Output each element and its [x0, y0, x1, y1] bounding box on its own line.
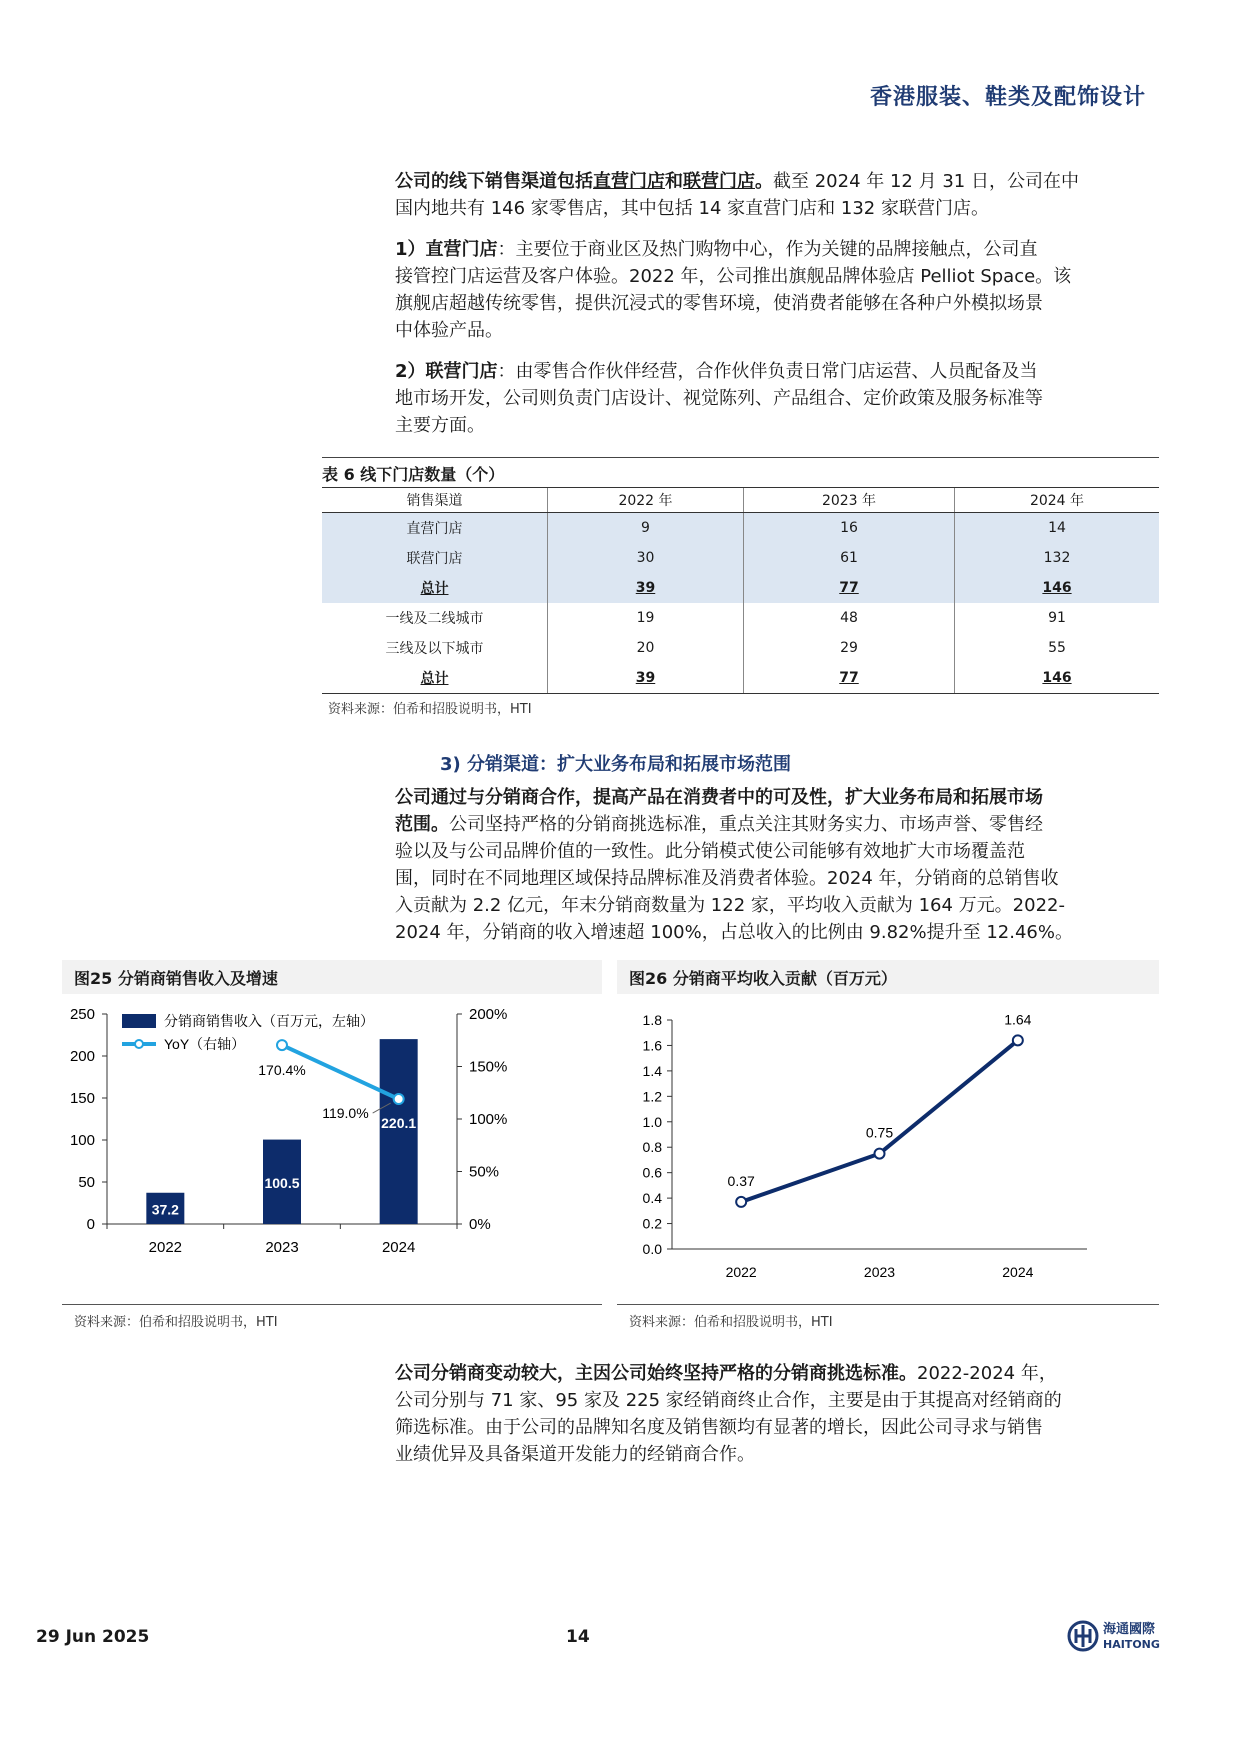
table-header-cell: 2022 年 — [548, 488, 744, 513]
table-cell: 48 — [744, 603, 955, 633]
table-cell: 132 — [955, 543, 1160, 573]
table-cell: 146 — [955, 663, 1160, 694]
table-cell: 77 — [744, 573, 955, 603]
bar-value-label: 37.2 — [151, 1201, 179, 1218]
paragraph-joint-stores — [395, 358, 1160, 439]
fig26-bottom-rule — [617, 1304, 1159, 1305]
para1-period: 。 — [755, 171, 773, 192]
table-header-row — [322, 488, 1159, 513]
table-cell: 总计 — [322, 573, 548, 603]
y-tick-label: 0.4 — [642, 1190, 662, 1207]
fig26-title: 图26 分销商平均收入贡献（百万元） — [629, 969, 897, 988]
table-cell: 91 — [955, 603, 1160, 633]
para3-line3: 主要方面。 — [395, 415, 485, 436]
x-tick-label: 2023 — [863, 1264, 896, 1280]
para5-line4: 业绩优异及具备渠道开发能力的经销商合作。 — [395, 1444, 755, 1465]
yoy-label: 119.0% — [322, 1105, 369, 1122]
y-tick-label: 0.6 — [642, 1164, 662, 1181]
para3-line1: ：由零售合作伙伴经营，合作伙伴负责日常门店运营、人员配备及当 — [497, 361, 1038, 382]
y-tick-label: 1.8 — [642, 1012, 662, 1028]
data-point — [875, 1149, 885, 1159]
para3-lead: 2）联营门店 — [395, 361, 498, 382]
paragraph-distributor-changes — [395, 1360, 1160, 1468]
fig25-source: 资料来源：伯希和招股说明书，HTI — [74, 1315, 278, 1330]
legend-line-marker — [135, 1040, 143, 1048]
y-tick-label: 0 — [86, 1216, 95, 1233]
paragraph-offline-channels — [395, 168, 1160, 222]
para1-lead: 公司的线下销售渠道包括 — [395, 171, 593, 192]
fig25-bottom-rule — [62, 1304, 602, 1305]
para2-line3: 旗舰店超越传统零售，提供沉浸式的零售环境，使消费者能够在各种户外模拟场景 — [395, 293, 1043, 314]
y-tick-label: 50 — [78, 1174, 95, 1191]
table6-source: 资料来源：伯希和招股说明书，HTI — [328, 702, 532, 717]
x-tick-label: 2022 — [725, 1264, 757, 1280]
table-cell: 联营门店 — [322, 543, 548, 573]
table-cell: 19 — [548, 603, 744, 633]
para1-direct-stores: 直营门店 — [593, 171, 665, 192]
bar-value-label: 220.1 — [381, 1114, 417, 1131]
para5-line1: 2022-2024 年， — [917, 1363, 1057, 1384]
para2-line1: ：主要位于商业区及热门购物中心，作为关键的品牌接触点，公司直 — [497, 239, 1038, 260]
y2-tick-label: 100% — [469, 1111, 508, 1128]
para5-lead: 公司分销商变动较大，主因公司始终坚持严格的分销商挑选标准。 — [395, 1363, 917, 1384]
table-cell: 77 — [744, 663, 955, 694]
y-tick-label: 1.6 — [642, 1037, 662, 1054]
data-label: 1.64 — [1004, 1011, 1032, 1028]
table-cell: 三线及以下城市 — [385, 641, 484, 657]
y2-tick-label: 0% — [469, 1216, 491, 1233]
table-cell: 20 — [548, 633, 744, 663]
data-point — [736, 1197, 746, 1207]
para2-line2: 接管控门店运营及客户体验。2022 年，公司推出旗舰品牌体验店 Pelliot Space。该 — [395, 266, 1072, 287]
fig25-title: 图25 分销商销售收入及增速 — [74, 969, 278, 988]
table-cell: 39 — [548, 573, 744, 603]
para4-line2: 公司坚持严格的分销商挑选标准，重点关注其财务实力、市场声誉、零售经 — [449, 814, 1043, 835]
y-tick-label: 1.0 — [642, 1113, 662, 1130]
y-tick-label: 100 — [69, 1132, 95, 1149]
para3-line2: 地市场开发，公司则负责门店设计、视觉陈列、产品组合、定价政策及服务标准等 — [395, 388, 1043, 409]
y-tick-label: 0.2 — [642, 1215, 662, 1232]
data-point — [1013, 1035, 1023, 1045]
table-cell: 29 — [744, 633, 955, 663]
paragraph-direct-stores — [395, 236, 1160, 344]
para4-line3: 验以及与公司品牌价值的一致性。此分销模式使公司能够有效地扩大市场覆盖范 — [395, 841, 1025, 862]
y2-tick-label: 200% — [469, 1006, 508, 1023]
para1-tail: 截至 2024 年 12 月 31 日，公司在中 — [773, 171, 1079, 192]
yoy-point — [277, 1040, 287, 1050]
legend-bar-swatch — [122, 1014, 156, 1028]
para2-line4: 中体验产品。 — [395, 320, 503, 341]
table-cell: 61 — [744, 543, 955, 573]
yoy-label: 170.4% — [258, 1062, 306, 1079]
para4-line2-lead: 范围。 — [395, 814, 449, 835]
y-tick-label: 1.4 — [642, 1062, 662, 1079]
y-tick-label: 150 — [69, 1090, 95, 1107]
y-tick-label: 1.2 — [642, 1088, 662, 1105]
table-row-total — [322, 573, 1159, 603]
para5-line2: 公司分别与 71 家、95 家及 225 家经销商终止合作，主要是由于其提高对经销商的 — [395, 1390, 1062, 1411]
para2-lead: 1）直营门店 — [395, 239, 498, 260]
para5-line3: 筛选标准。由于公司的品牌知名度及销售额均有显著的增长，因此公司寻求与销售 — [395, 1417, 1043, 1438]
x-tick-label: 2024 — [1002, 1264, 1034, 1280]
footer-date: 29 Jun 2025 — [36, 1627, 150, 1647]
logo-text-en: HAITONG — [1103, 1638, 1160, 1651]
table-row — [322, 603, 1159, 633]
y2-tick-label: 150% — [469, 1058, 508, 1076]
y-tick-label: 0.0 — [642, 1241, 662, 1257]
table-cell: 146 — [955, 573, 1160, 603]
table-cell: 9 — [548, 513, 744, 544]
table-header-cell: 2023 年 — [744, 488, 955, 513]
para4-line4: 围，同时在不同地理区域保持品牌标准及消费者体验。2024 年，分销商的总销售收 — [395, 868, 1059, 889]
para1-joint-stores: 联营门店 — [683, 171, 755, 192]
table-cell: 一线及二线城市 — [385, 611, 484, 627]
table-cell: 14 — [955, 513, 1160, 544]
store-count-table — [322, 487, 1159, 694]
table-row — [322, 633, 1159, 663]
para1-and: 和 — [665, 171, 683, 192]
table-row — [322, 543, 1159, 573]
table-header-cell: 销售渠道 — [322, 488, 548, 513]
table-top-rule — [322, 457, 1159, 458]
para4-line1: 公司通过与分销商合作，提高产品在消费者中的可及性，扩大业务布局和拓展市场 — [395, 787, 1043, 808]
legend-line-label: YoY（右轴） — [164, 1036, 246, 1052]
y-tick-label: 0.8 — [642, 1139, 662, 1156]
fig26-source: 资料来源：伯希和招股说明书，HTI — [629, 1315, 833, 1330]
series-line — [741, 1040, 1018, 1202]
section-heading: 3) 分销渠道：扩大业务布局和拓展市场范围 — [440, 754, 792, 775]
bar-value-label: 100.5 — [264, 1174, 300, 1191]
table-cell: 55 — [955, 633, 1160, 663]
fig26-chart — [617, 994, 1159, 1304]
x-tick-label: 2022 — [148, 1239, 183, 1256]
x-tick-label: 2024 — [381, 1239, 416, 1256]
fig25-chart — [62, 994, 602, 1304]
haitong-logo-icon — [1067, 1620, 1099, 1652]
table-cell: 16 — [744, 513, 955, 544]
table-cell: 总计 — [322, 663, 548, 694]
y-tick-label: 200 — [69, 1048, 95, 1065]
para4-line5: 入贡献为 2.2 亿元，年末分销商数量为 122 家，平均收入贡献为 164 万元。2022- — [395, 895, 1065, 916]
data-label: 0.75 — [865, 1124, 894, 1141]
table-row-total — [322, 663, 1159, 694]
page-header-title: 香港服装、鞋类及配饰设计 — [869, 85, 1146, 110]
y-tick-label: 250 — [69, 1006, 95, 1023]
table-row — [322, 513, 1159, 544]
yoy-point — [394, 1094, 404, 1104]
data-label: 0.37 — [727, 1172, 755, 1189]
para1-line2: 国内地共有 146 家零售店，其中包括 14 家直营门店和 132 家联营门店。 — [395, 198, 989, 219]
bar — [380, 1039, 418, 1224]
para4-line6: 2024 年，分销商的收入增速超 100%，占总收入的比例由 9.82%提升至 12.46%。 — [395, 922, 1073, 943]
y2-tick-label: 50% — [469, 1163, 500, 1181]
logo-text-cn: 海通國際 — [1103, 1622, 1156, 1637]
legend-bar-label: 分销商销售收入（百万元，左轴） — [164, 1013, 374, 1029]
table-header-cell: 2024 年 — [955, 488, 1160, 513]
x-tick-label: 2023 — [265, 1239, 299, 1256]
footer-page-number: 14 — [566, 1627, 590, 1647]
paragraph-distribution — [395, 784, 1160, 946]
table-cell: 直营门店 — [322, 513, 548, 544]
table-cell: 39 — [548, 663, 744, 694]
table-cell: 30 — [548, 543, 744, 573]
table6-title: 表 6 线下门店数量（个） — [322, 465, 505, 484]
